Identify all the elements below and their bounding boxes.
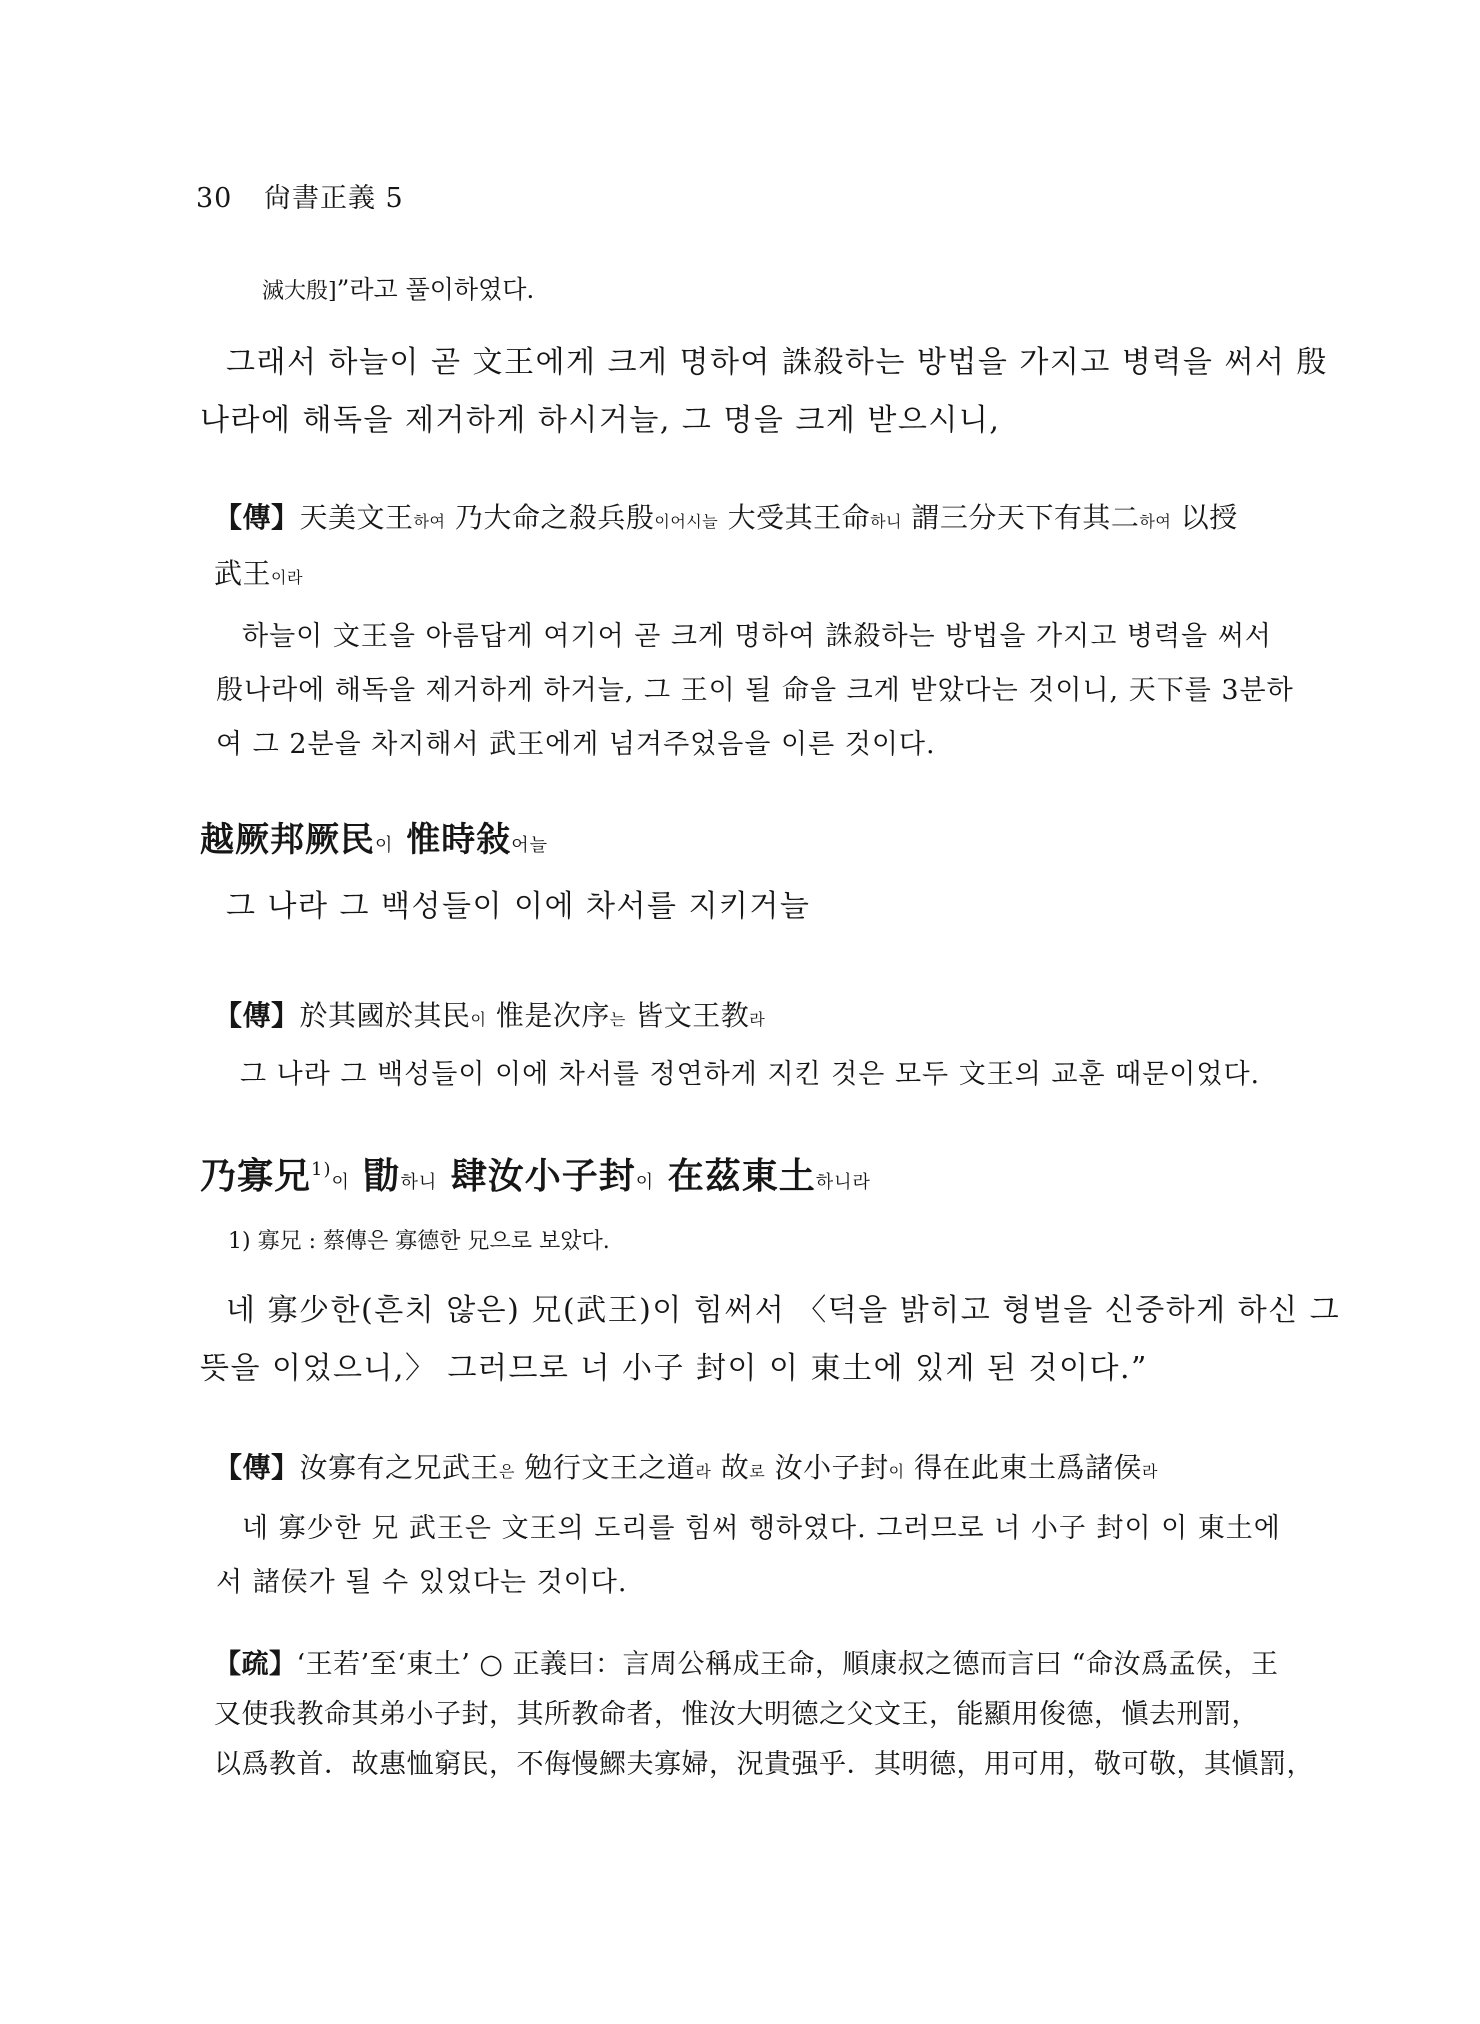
verse-3-translation-line-2: 뜻을 이었으니,〉 그러므로 너 小子 封이 이 東土에 있게 된 것이다.” [200, 1351, 1148, 1386]
commentary-1-translation-line: 殷나라에 해독을 제거하게 하거늘, 그 王이 될 命을 크게 받았다는 것이니, 天下를 3분하 [216, 675, 1294, 706]
subcommentary-text: ‘王若’至‘東土’ ○ 正義曰：言周公稱成王命，順康叔之德而言曰 “命汝爲孟侯，王 [296, 1649, 1279, 1680]
particle-text: 이 [375, 835, 394, 856]
particle-text: 이 [331, 1172, 350, 1193]
particle-text: 라 [1142, 1462, 1158, 1481]
commentary-1-line-2 [214, 548, 1304, 604]
classical-text: 肆汝小子封 [437, 1155, 636, 1197]
particle-text: 하니라 [815, 1172, 871, 1193]
commentary-1-line-1 [214, 492, 1304, 548]
commentary-1-classical [214, 492, 1304, 604]
subcommentary-line: 又使我教命其弟小子封，其所教命者，惟汝大明德之父文王，能顯用俊德，愼去刑罰， [214, 1699, 1259, 1730]
particle-text: 이 [888, 1462, 905, 1481]
particle-text: 라 [695, 1462, 712, 1481]
particle-text: 는 [609, 1010, 626, 1029]
particle-text: 이라 [271, 568, 303, 587]
classical-text: 以授 [1171, 501, 1238, 534]
particle-text: 은 [499, 1462, 515, 1481]
classical-text: 勉行文王之道 [515, 1451, 696, 1484]
subcommentary-line: 以爲教首．故惠恤窮民，不侮慢鰥夫寡婦，況貴强乎．其明德，用可用，敬可敬，其愼罰， [214, 1749, 1314, 1780]
classical-text: 故 [711, 1451, 750, 1484]
classical-text: 乃大命之殺兵殷 [445, 501, 655, 534]
commentary-label: 【傳】 [214, 1451, 300, 1484]
particle-text: 로 [749, 1462, 766, 1481]
verse-3-lead: 乃寡兄 [200, 1155, 312, 1197]
commentary-label: 【傳】 [214, 999, 300, 1032]
translation-1-line-1: 그래서 하늘이 곧 文王에게 크게 명하여 誅殺하는 방법을 가지고 병력을 써서 殷 [226, 345, 1328, 380]
verse-3-translation [200, 1282, 1341, 1398]
particle-text: 하니 [870, 512, 903, 531]
page-header [196, 176, 404, 215]
classical-text: 於其國於其民 [299, 999, 471, 1032]
commentary-1-translation-line: 하늘이 文王을 아름답게 여기어 곧 크게 명하여 誅殺하는 방법을 가지고 병력을 써서 [242, 621, 1272, 652]
classical-text: 得在此東土爲諸侯 [904, 1451, 1143, 1484]
particle-text: 하여 [413, 512, 446, 531]
commentary-3-body [300, 1451, 1158, 1484]
particle-text: 이어시늘 [654, 512, 719, 531]
particle-text: 이 [635, 1172, 655, 1193]
subcommentary-label: 【疏】 [214, 1649, 297, 1680]
footnote: 1) 寡兄 : 蔡傳은 寡德한 兄으로 보았다. [228, 1229, 610, 1254]
commentary-1-line-1-body [300, 501, 1238, 534]
verse-2 [200, 816, 1290, 870]
subcommentary-line [214, 1640, 1304, 1690]
commentary-2-translation: 그 나라 그 백성들이 이에 차서를 정연하게 지킨 것은 모두 文王의 교훈 때문이었다. [240, 1059, 1261, 1090]
classical-text: 謂三分天下有其二 [902, 501, 1140, 534]
verse-2-text [200, 820, 548, 860]
footnote-marker: 1) [311, 1159, 332, 1180]
carry-over-text: ”라고 풀이하였다. [336, 275, 535, 304]
commentary-1-translation [216, 610, 1306, 772]
carry-over-line [262, 270, 1352, 312]
verse-2-translation: 그 나라 그 백성들이 이에 차서를 지키거늘 [226, 889, 811, 924]
page-number: 30 [196, 183, 233, 214]
classical-text: 越厥邦厥民 [200, 820, 375, 860]
commentary-3-translation-line: 서 諸侯가 될 수 있었다는 것이다. [216, 1567, 628, 1598]
commentary-label: 【傳】 [214, 501, 300, 534]
commentary-1-translation-line: 여 그 2분을 차지해서 武王에게 넘겨주었음을 이른 것이다. [216, 729, 936, 760]
particle-text: 이 [470, 1010, 487, 1029]
classical-text: 汝小子封 [765, 1451, 889, 1484]
verse-3-text [332, 1155, 871, 1197]
verse-3-translation-line-1: 네 寡少한(흔치 않은) 兄(武王)이 힘써서 〈덕을 밝히고 형벌을 신중하게 하신 그 [226, 1293, 1341, 1328]
particle-text: 하여 [1139, 512, 1172, 531]
subcommentary [214, 1640, 1314, 1790]
classical-text: 皆文王教 [625, 999, 750, 1032]
classical-text: 武王 [214, 557, 272, 590]
classical-text: 天美文王 [299, 501, 414, 534]
translation-1 [200, 334, 1328, 450]
particle-text: 어늘 [511, 835, 549, 856]
classical-text: 汝寡有之兄武王 [299, 1451, 500, 1484]
classical-text: 大受其王命 [718, 501, 871, 534]
particle-text: 하니 [400, 1172, 438, 1193]
classical-text: 在茲東土 [654, 1155, 816, 1197]
translation-1-line-2: 나라에 해독을 제거하게 하시거늘, 그 명을 크게 받으시니, [200, 403, 1001, 438]
book-title: 尙書正義 5 [263, 183, 404, 214]
classical-text: 惟是次序 [486, 999, 610, 1032]
carry-over-ref: 滅大殷] [262, 279, 337, 304]
commentary-2-body [300, 999, 766, 1032]
commentary-1-line-2-body [214, 557, 303, 590]
verse-3 [200, 1146, 1290, 1207]
particle-text: 라 [749, 1010, 766, 1029]
commentary-3-classical [214, 1442, 1304, 1498]
classical-text: 惟時敍 [393, 820, 512, 860]
commentary-3-translation [216, 1502, 1306, 1610]
commentary-3-translation-line: 네 寡少한 兄 武王은 文王의 도리를 힘써 행하였다. 그러므로 너 小子 封이 이 東土에 [242, 1513, 1281, 1544]
classical-text: 勖 [349, 1155, 401, 1197]
commentary-2-classical [214, 990, 1304, 1046]
